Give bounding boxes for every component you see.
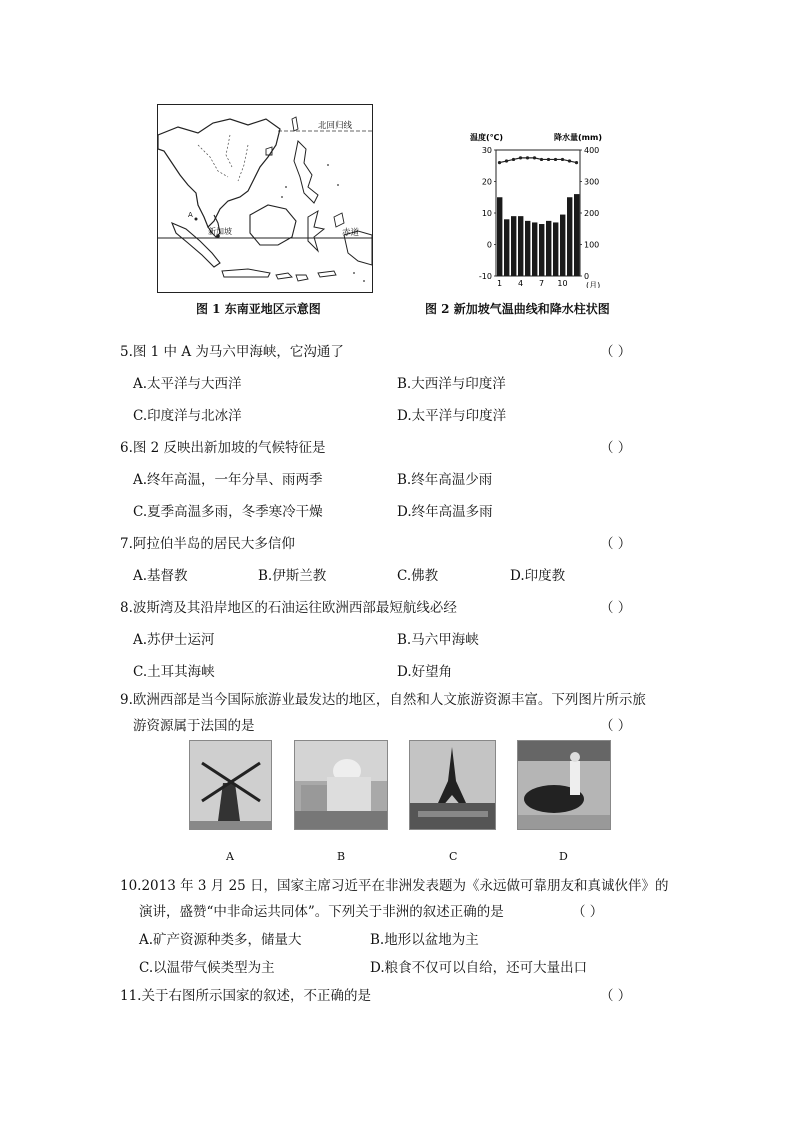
month-tick-label: 1 [496,279,503,288]
precip-tick-label: 200 [584,209,600,218]
month-tick-label: 10 [557,279,568,288]
temperature-point [561,158,564,161]
temperature-point [533,156,536,159]
southeast-asia-map-drawing [158,105,372,292]
q7-option-d[interactable]: D.印度教 [510,568,566,584]
temperature-point [575,161,578,164]
windmill-photo[interactable] [189,740,272,830]
temperature-point [512,158,515,161]
tropic-label: 北回归线 [318,121,353,131]
precip-tick-label: 0 [584,272,590,281]
precipitation-bar [539,224,544,276]
q8-option-c[interactable]: C.土耳其海峡 [133,664,215,680]
q10-option-d[interactable]: D.粮食不仅可以自给，还可大量出口 [370,960,588,976]
eiffel-tower-icon [410,741,495,829]
question-10-answer-blank[interactable]: （ ） [572,904,604,920]
figure1-map [157,104,373,293]
temperature-point [505,159,508,162]
venice-photo[interactable] [294,740,388,830]
q7-option-a[interactable]: A.基督教 [133,568,188,584]
temp-tick-label: 10 [481,209,492,218]
q6-option-a[interactable]: A.终年高温，一年分旱、雨两季 [133,472,323,488]
question-5-stem: 5.图 1 中 A 为马六甲海峡，它沟通了 [120,344,344,360]
q9-option-d-label[interactable]: D [559,850,568,863]
figure2-caption: 图 2 新加坡气温曲线和降水柱状图 [425,302,610,316]
temperature-point [568,159,571,162]
point-a-label: A [188,211,193,219]
question-10-stem: 10.2013 年 3 月 25 日，国家主席习近平在非洲发表题为《永远做可靠朋友和真诚伙伴》的 [120,878,669,894]
precip-tick-label: 300 [584,177,600,187]
temperature-point [498,161,501,164]
precipitation-bar [567,197,572,276]
precip-tick-label: 400 [584,146,600,155]
q5-option-b[interactable]: B.大西洋与印度洋 [397,376,506,392]
temperature-line [500,158,577,163]
figure1-caption: 图 1 东南亚地区示意图 [196,302,321,316]
climate-chart-svg [470,128,620,288]
temperature-point [540,158,543,161]
temperature-point [519,156,522,159]
month-tick-label: 7 [538,279,545,288]
question-8-answer-blank[interactable]: （ ） [600,600,632,616]
question-11-stem: 11.关于右图所示国家的叙述，不正确的是 [120,988,371,1004]
equator-label: 赤道 [342,228,360,238]
precipitation-bar [525,221,530,276]
question-7-answer-blank[interactable]: （ ） [600,536,632,552]
q6-option-c[interactable]: C.夏季高温多雨，冬季寒冷干燥 [133,504,323,520]
q10-option-a[interactable]: A.矿产资源种类多，储量大 [139,932,302,948]
precip-axis-label: 降水量(mm) [554,133,602,142]
bullfight-photo[interactable] [517,740,611,830]
q7-option-b[interactable]: B.伊斯兰教 [258,568,327,584]
q10-option-b[interactable]: B.地形以盆地为主 [370,932,479,948]
precipitation-bar [574,194,579,276]
temp-tick-label: 0 [486,240,492,250]
question-5-answer-blank[interactable]: （ ） [600,344,632,360]
figure2-chart [470,128,620,288]
precipitation-bar [504,219,509,276]
precip-tick-label: 100 [584,240,600,250]
precipitation-bar [532,222,537,276]
temperature-point [554,158,557,161]
precipitation-bar [511,216,516,276]
q5-option-a[interactable]: A.太平洋与大西洋 [133,376,242,392]
month-axis-label: (月) [586,281,601,288]
bullfighter-icon [518,741,610,829]
domed-building-icon [295,741,387,829]
q7-option-c[interactable]: C.佛教 [397,568,439,584]
q8-option-b[interactable]: B.马六甲海峡 [397,632,479,648]
question-8-stem: 8.波斯湾及其沿岸地区的石油运往欧洲西部最短航线必经 [120,600,457,616]
point-a-marker [195,218,198,221]
precipitation-bar [518,216,523,276]
question-7-stem: 7.阿拉伯半岛的居民大多信仰 [120,536,295,552]
q5-option-d[interactable]: D.太平洋与印度洋 [397,408,507,424]
q8-option-a[interactable]: A.苏伊士运河 [133,632,215,648]
temp-tick-label: -10 [478,272,492,281]
question-11-answer-blank[interactable]: （ ） [600,988,632,1004]
question-10-stem-line2: 演讲，盛赞“中非命运共同体”。下列关于非洲的叙述正确的是 [139,904,504,920]
temperature-point [547,158,550,161]
q8-option-d[interactable]: D.好望角 [397,664,453,680]
q5-option-c[interactable]: C.印度洋与北冰洋 [133,408,242,424]
precipitation-bar [560,215,565,276]
question-9-stem: 9.欧洲西部是当今国际旅游业最发达的地区，自然和人文旅游资源丰富。下列图片所示旅 [120,692,646,708]
month-tick-label: 4 [517,279,524,288]
windmill-icon [190,741,271,829]
temp-tick-label: 30 [481,146,492,155]
temperature-point [526,156,529,159]
precipitation-bar [497,197,502,276]
q9-option-c-label[interactable]: C [449,850,458,863]
eiffel-tower-photo[interactable] [409,740,496,830]
temp-tick-label: 20 [481,177,492,187]
precipitation-bar [553,222,558,276]
question-6-answer-blank[interactable]: （ ） [600,440,632,456]
question-6-stem: 6.图 2 反映出新加坡的气候特征是 [120,440,326,456]
question-9-stem-line2: 游资源属于法国的是 [133,718,255,734]
q6-option-d[interactable]: D.终年高温多雨 [397,504,493,520]
q9-option-a-label[interactable]: A [226,850,234,863]
precipitation-bar [546,221,551,276]
singapore-label: 新加坡 [208,227,232,236]
q9-option-b-label[interactable]: B [337,850,346,863]
temp-axis-label: 温度(℃) [470,133,503,142]
q10-option-c[interactable]: C.以温带气候类型为主 [139,960,275,976]
question-9-answer-blank[interactable]: （ ） [600,718,632,734]
q6-option-b[interactable]: B.终年高温少雨 [397,472,493,488]
